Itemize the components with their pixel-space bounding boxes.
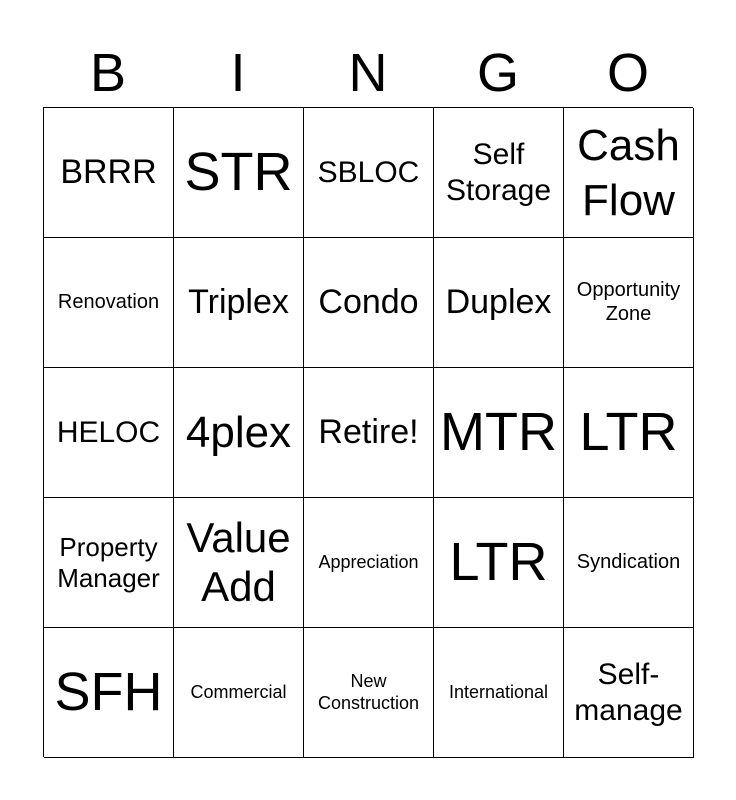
bingo-cell[interactable] xyxy=(44,628,174,758)
header-letter-g: G xyxy=(476,43,519,103)
cell-label: Self- manage xyxy=(574,658,683,727)
bingo-cell[interactable] xyxy=(564,628,694,758)
bingo-cell[interactable] xyxy=(174,498,304,628)
cell-label: International xyxy=(448,681,549,702)
bingo-cell[interactable] xyxy=(304,498,434,628)
bingo-cell[interactable] xyxy=(174,108,304,238)
bingo-cell[interactable] xyxy=(44,498,174,628)
cell-label: Triplex xyxy=(188,283,289,322)
cell-label: Commercial xyxy=(190,681,287,702)
cell-label: LTR xyxy=(579,401,678,462)
bingo-card xyxy=(43,107,693,757)
bingo-cell[interactable] xyxy=(564,108,694,238)
cell-label: New Construction xyxy=(317,671,420,713)
header-letter-b: B xyxy=(89,43,127,103)
bingo-cell[interactable] xyxy=(44,238,174,368)
bingo-cell[interactable] xyxy=(434,368,564,498)
cell-label: Cash Flow xyxy=(577,120,680,225)
cell-label: Self Storage xyxy=(445,138,552,207)
bingo-cell[interactable] xyxy=(564,498,694,628)
bingo-cell[interactable] xyxy=(44,108,174,238)
cell-label: HELOC xyxy=(56,415,161,449)
bingo-cell[interactable] xyxy=(434,628,564,758)
bingo-header xyxy=(43,40,693,106)
bingo-cell[interactable] xyxy=(304,238,434,368)
cell-label: STR xyxy=(184,141,293,202)
cell-label: Condo xyxy=(318,283,419,322)
bingo-cell[interactable] xyxy=(564,238,694,368)
cell-label: SBLOC xyxy=(317,155,420,189)
bingo-cell[interactable] xyxy=(44,368,174,498)
bingo-cell[interactable] xyxy=(434,108,564,238)
cell-label: Retire! xyxy=(318,413,419,452)
header-letter-i: I xyxy=(230,43,246,103)
bingo-cell[interactable] xyxy=(434,238,564,368)
bingo-cell[interactable] xyxy=(174,628,304,758)
cell-label: Syndication xyxy=(576,550,681,573)
cell-label: SFH xyxy=(54,661,163,722)
cell-label: Duplex xyxy=(445,283,552,322)
cell-label: BRRR xyxy=(60,153,157,192)
cell-label: 4plex xyxy=(185,408,292,457)
cell-label: Value Add xyxy=(186,514,291,610)
bingo-cell[interactable] xyxy=(174,238,304,368)
bingo-cell[interactable] xyxy=(304,628,434,758)
header-letter-n: N xyxy=(348,43,388,103)
header-letter-o: O xyxy=(606,43,649,103)
bingo-cell[interactable] xyxy=(304,108,434,238)
cell-label: Opportunity Zone xyxy=(576,278,681,325)
cell-label: LTR xyxy=(449,531,548,592)
bingo-cell[interactable] xyxy=(304,368,434,498)
bingo-cell[interactable] xyxy=(174,368,304,498)
cell-label: Appreciation xyxy=(318,551,419,572)
bingo-cell[interactable] xyxy=(564,368,694,498)
bingo-cell[interactable] xyxy=(434,498,564,628)
cell-label: MTR xyxy=(440,401,557,462)
cell-label: Property Manager xyxy=(57,531,160,593)
cell-label: Renovation xyxy=(57,290,160,313)
